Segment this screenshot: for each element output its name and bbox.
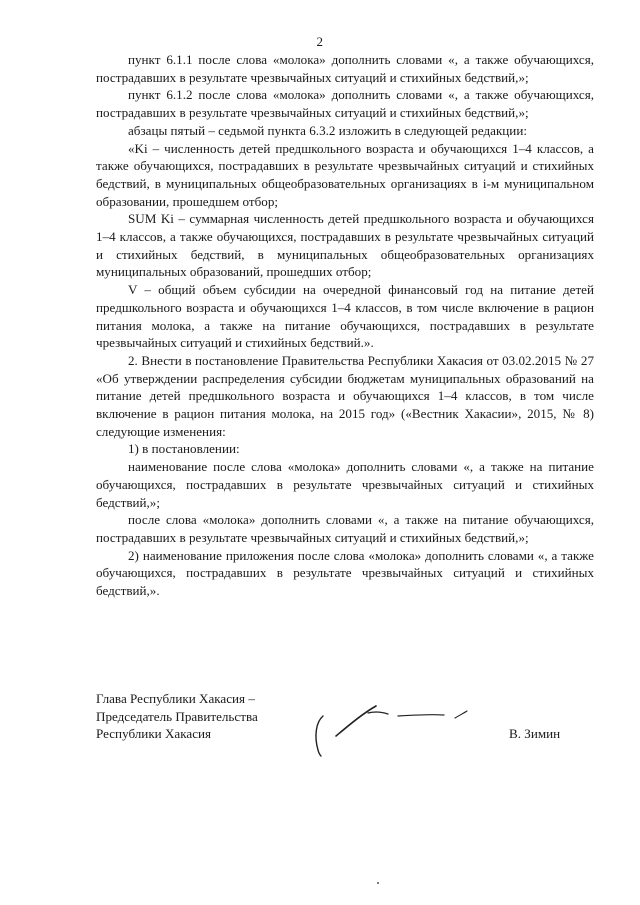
paragraph-after-word-change: после слова «молока» дополнить словами «, а также на питание обучающихся, пострадавших в результате чрезвычайных ситуаций и стихийных бедствий,»; [96,512,594,545]
signatory-title-line: Глава Республики Хакасия – [96,691,255,706]
paragraph-subitem-2: 2) наименование приложения после слова «молока» дополнить словами «, а также обучающихся, пострадавших в результате чрезвычайных ситуаций и стихийных бедствий,». [96,547,594,599]
paragraph-subitem-1: 1) в постановлении: [128,441,240,457]
paragraph-v-definition: V – общий объем субсидии на очередной финансовый год на питание детей предшкольного возраста и обучающихся 1–4 классов, в том числе включение в рацион питания молока, а также на питание обучающихся, пострадавших в результате чрезвычайных ситуаций и стихийных бедствий.». [96,282,594,351]
handwritten-signature [310,700,480,760]
paragraph-6-3-2-intro: абзацы пятый – седьмой пункта 6.3.2 изложить в следующей редакции: [128,122,527,138]
document-body [96,51,594,600]
scan-speck [377,882,379,884]
paragraph-sum-ki-definition: SUM Ki – суммарная численность детей предшкольного возраста и обучающихся 1–4 классов, а также обучающихся, пострадавших в результате чрезвычайных ситуаций и стихийных бедствий, в муниципальных общеобразовательных организациях муниципальных образований, прошедших отбор; [96,211,594,280]
signatory-title [96,690,258,743]
paragraph-ki-definition: «Ki – численность детей предшкольного возраста и обучающихся 1–4 классов, а также обучающихся, пострадавших в результате чрезвычайных ситуаций и стихийных бедствий, в муниципальных общеобразовательных организациях в i-м муниципальном образовании, прошедшем отбор; [96,140,594,209]
paragraph-title-change: наименование после слова «молока» дополнить словами «, а также на питание обучающихся, пострадавших в результате чрезвычайных ситуаций и стихийных бедствий,»; [96,459,594,510]
paragraph-section-2: 2. Внести в постановление Правительства Республики Хакасия от 03.02.2015 № 27 «Об утверждении распределения субсидии бюджетам муниципальных образований на питание детей предшкольного возраста и обучающихся 1–4 классов, в том числе включение в рацион питания молока, на 2015 год» («Вестник Хакасии», 2015, № 8) следующие изменения: [96,352,594,439]
signatory-name: В. Зимин [509,726,561,741]
signatory-title-line: Председатель Правительства [96,708,258,724]
paragraph-item-6-1-2: пункт 6.1.2 после слова «молока» дополнить словами «, а также обучающихся, пострадавших в результате чрезвычайных ситуаций и стихийных бедствий,»; [96,87,594,121]
page-number: 2 [316,34,324,49]
paragraph-item-6-1-1: пункт 6.1.1 после слова «молока» дополнить словами «, а также обучающихся, пострадавших в результате чрезвычайных ситуаций и стихийных бедствий,»; [96,52,594,85]
signatory-title-line: Республики Хакасия [96,726,212,742]
